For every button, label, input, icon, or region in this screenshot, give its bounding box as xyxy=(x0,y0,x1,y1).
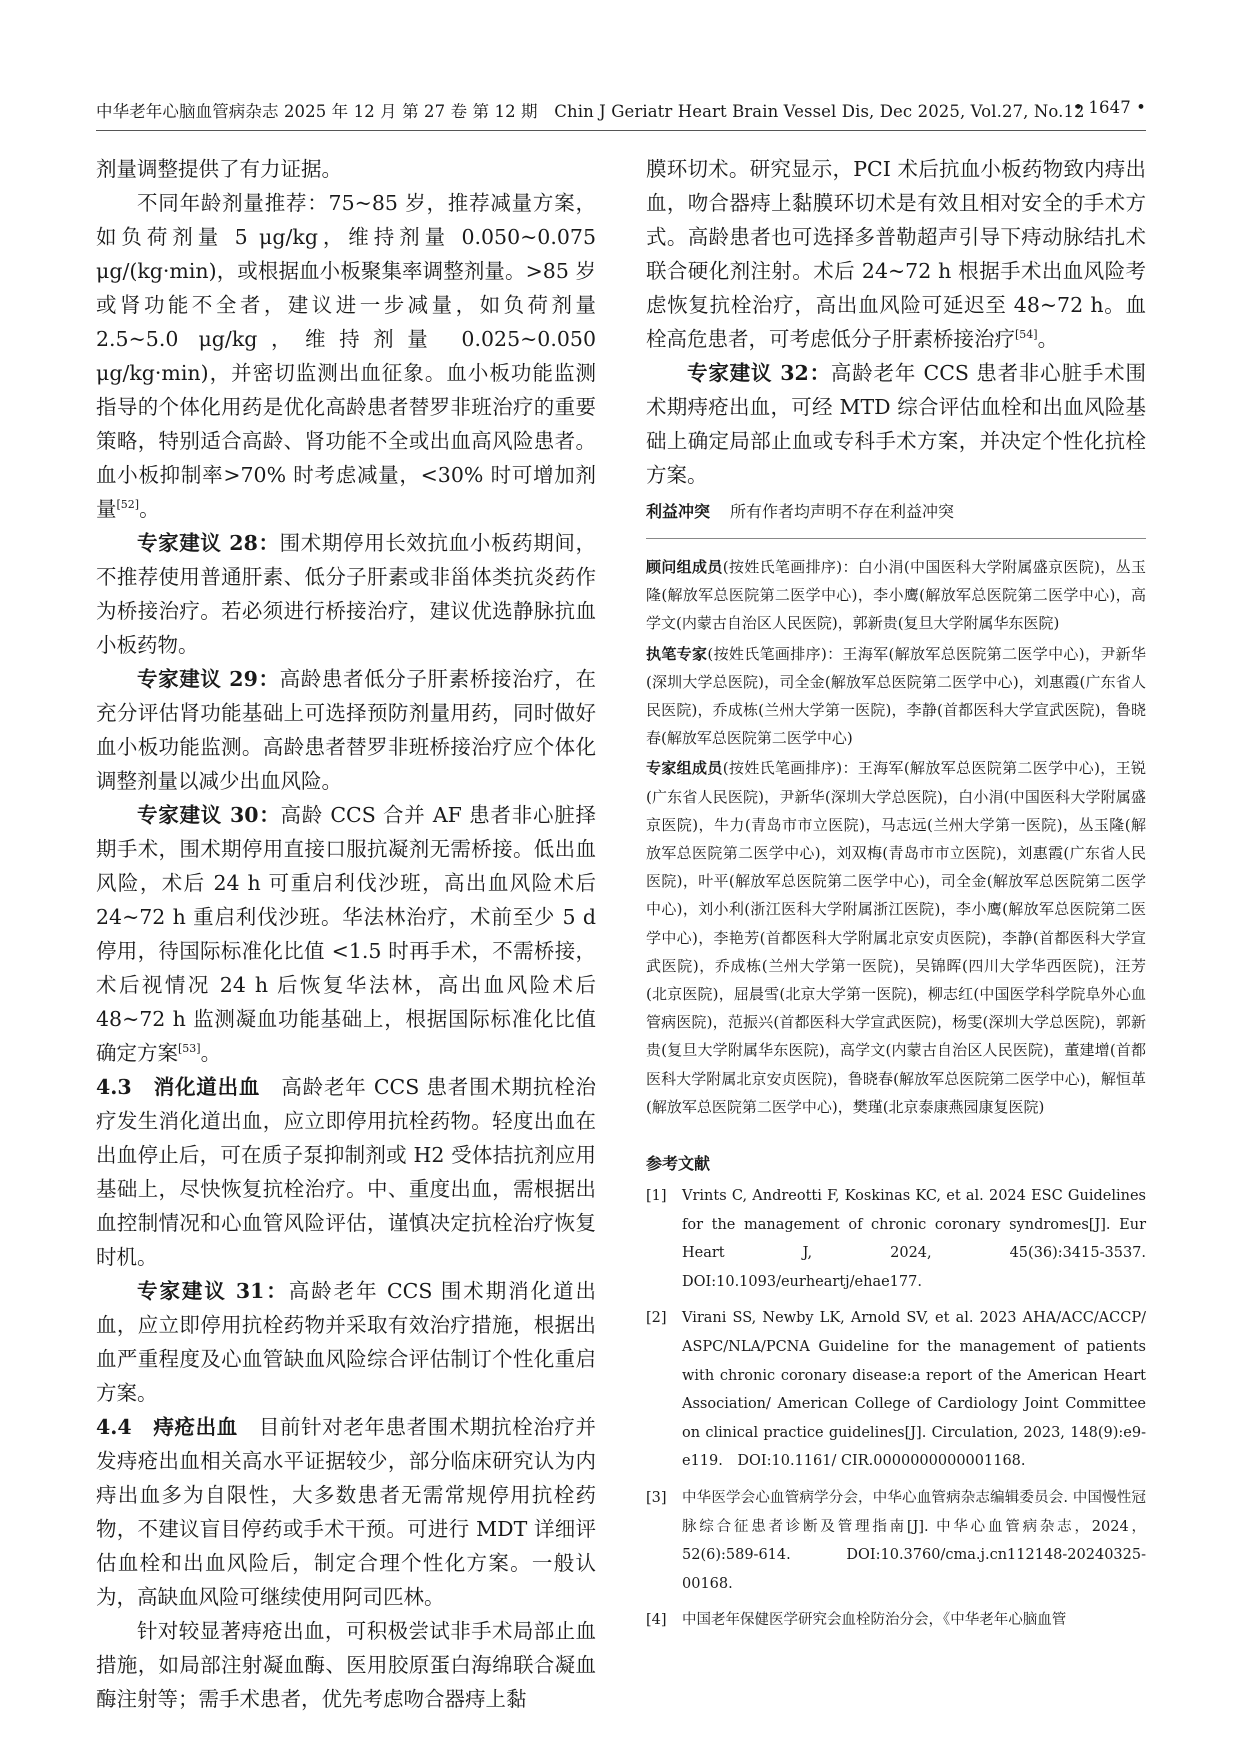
reference-item: [2] Virani SS, Newby LK, Arnold SV, et al. 2023 AHA/ACC/ACCP/ ASPC/NLA/PCNA Guideline for the management of patients with chronic coronary disease:a report of the American Heart Association/ American College of Cardiology Joint Committee on clinical practice guidelines[J]. Circulation, 2023, 148(9):e9-e119. DOI:10.1161/ CIR.0000000000001168. xyxy=(646,1310,1146,1470)
right-column xyxy=(646,152,1161,1643)
recommendation-label: 专家建议 32： xyxy=(687,361,831,385)
paragraph: 针对较显著痔疮出血，可积极尝试非手术局部止血措施，如局部注射凝血酶、医用胶原蛋白海绵联合凝血酶注射等；需手术患者，优先考虑吻合器痔上黏 xyxy=(96,1619,596,1711)
divider xyxy=(646,538,1146,539)
advisors-group: 顾问组成员(按姓氏笔画排序)：白小涓(中国医科大学附属盛京医院)，丛玉隆(解放军总医院第二医学中心)，李小鹰(解放军总医院第二医学中心)，高学文(内蒙古自治区人民医院)，郭新贵(复旦大学附属华东医院) xyxy=(646,558,1146,633)
recommendation-label: 专家建议 31： xyxy=(137,1279,289,1303)
page-number: • 1647 • xyxy=(1073,98,1146,117)
section-4-4: 4.4 痔疮出血 目前针对老年患者围术期抗栓治疗并发痔疮出血相关高水平证据较少，部分临床研究认为内痔出血多为自限性，大多数患者无需常规停用抗栓药物，不建议盲目停药或手术干预。可进行 MDT 详细评估血栓和出血风险后，制定合理个性化方案。一般认为，高缺血风险可继续使用阿司匹林。 xyxy=(96,1415,596,1609)
recommendation-label: 专家建议 28： xyxy=(137,531,280,555)
conflict-of-interest xyxy=(646,498,1146,526)
journal-title-cn: 中华老年心脑血管病杂志 2025 年 12 月 第 27 卷 第 12 期 xyxy=(96,102,538,121)
section-heading: 4.3 消化道出血 xyxy=(96,1075,282,1099)
journal-title-en: Chin J Geriatr Heart Brain Vessel Dis, Dec 2025, Vol.27, No.12 xyxy=(554,102,1085,121)
coi-label: 利益冲突 xyxy=(646,502,711,521)
header-divider xyxy=(96,130,1146,131)
paragraph: 膜环切术。研究显示，PCI 术后抗血小板药物致内痔出血，吻合器痔上黏膜环切术是有效且相对安全的手术方式。高龄患者也可选择多普勒超声引导下痔动脉结扎术联合硬化剂注射。术后 24~72 h 根据手术出血风险考虑恢复抗栓治疗，高出血风险可延迟至 48~72 h。血栓高危患者，可考虑低分子肝素桥接治疗[54]。 xyxy=(646,157,1146,351)
recommendation-29: 专家建议 29：高龄患者低分子肝素桥接治疗，在充分评估肾功能基础上可选择预防剂量用药，同时做好血小板功能监测。高龄患者替罗非班桥接治疗应个体化调整剂量以减少出血风险。 xyxy=(96,667,596,793)
journal-citation xyxy=(96,98,1085,122)
recommendation-32: 专家建议 32：高龄老年 CCS 患者非心脏手术围术期痔疮出血，可经 MTD 综合评估血栓和出血风险基础上确定局部止血或专科手术方案，并决定个性化抗栓方案。 xyxy=(646,361,1146,487)
recommendation-label: 专家建议 29： xyxy=(137,667,280,691)
recommendation-28: 专家建议 28：围术期停用长效抗血小板药期间，不推荐使用普通肝素、低分子肝素或非甾体类抗炎药作为桥接治疗。若必须进行桥接治疗，建议优选静脉抗血小板药物。 xyxy=(96,531,596,657)
coi-text: 所有作者均声明不存在利益冲突 xyxy=(730,502,955,521)
citation[interactable]: [54] xyxy=(1015,328,1038,342)
citation[interactable]: [53] xyxy=(178,1042,201,1056)
experts-group: 专家组成员(按姓氏笔画排序)：王海军(解放军总医院第二医学中心)，王锐(广东省人民医院)，尹新华(深圳大学总医院)，白小涓(中国医科大学附属盛京医院)，牛力(青岛市市立医院)，马志远(兰州大学第一医院)，丛玉隆(解放军总医院第二医学中心)，刘双梅(青岛市市立医院)，刘惠霞(广东省人民医院)，叶平(解放军总医院第二医学中心)，司全金(解放军总医院第二医学中心)，刘小利(浙江医科大学附属浙江医院)，李小鹰(解放军总医院第二医学中心)，李艳芳(首都医科大学附属北京安贞医院)，李静(首都医科大学宣武医院)，乔成栋(兰州大学第一医院)，吴锦晖(四川大学华西医院)，汪芳(北京医院)，屈晨雪(北京大学第一医院)，柳志红(中国医学科学院阜外心血管病医院)，范振兴(首都医科大学宣武医院)，杨雯(深圳大学总医院)，郭新贵(复旦大学附属华东医院)，高学文(内蒙古自治区人民医院)，董建增(首都医科大学附属北京安贞医院)，鲁晓春(解放军总医院第二医学中心)，解恒革(解放军总医院第二医学中心)，樊瑾(北京泰康燕园康复医院) xyxy=(646,759,1146,1116)
section-heading: 4.4 痔疮出血 xyxy=(96,1415,259,1439)
recommendation-31: 专家建议 31：高龄老年 CCS 围术期消化道出血，应立即停用抗栓药物并采取有效治疗措施，根据出血严重程度及心血管缺血风险综合评估制订个性化重启方案。 xyxy=(96,1279,596,1405)
recommendation-30: 专家建议 30：高龄 CCS 合并 AF 患者非心脏择期手术，围术期停用直接口服抗凝剂无需桥接。低出血风险，术后 24 h 可重启利伐沙班，高出血风险术后 24~72 h 重启利伐沙班。华法林治疗，术前至少 5 d 停用，待国际标准化比值 <1.5 时再手术，不需桥接，术后视情况 24 h 后恢复华法林，高出血风险术后 48~72 h 监测凝血功能基础上，根据国际标准化比值确定方案[53]。 xyxy=(96,803,596,1065)
paragraph: 剂量调整提供了有力证据。 xyxy=(96,157,342,181)
citation[interactable]: [52] xyxy=(116,498,140,512)
reference-item: [1] Vrints C, Andreotti F, Koskinas KC, et al. 2024 ESC Guidelines for the management of chronic coronary syndromes[J]. Eur Heart J, 2024, 45(36):3415-3537. DOI:10.1093/eurheartj/ehae177. xyxy=(646,1188,1161,1290)
paragraph-age-dosing: 不同年龄剂量推荐：75~85 岁，推荐减量方案，如负荷剂量 5 μg/kg，维持剂量 0.050~0.075 μg/(kg·min)，或根据血小板聚集率调整剂量。>85 岁或肾功能不全者，建议进一步减量，如负荷剂量 2.5~5.0 μg/kg，维持剂量 0.025~0.050 μg/kg·min)，并密切监测出血征象。血小板功能监测指导的个体化用药是优化高龄患者替罗非班治疗的重要策略，特别适合高龄、肾功能不全或出血高风险患者。血小板抑制率>70% 时考虑减量，<30% 时可增加剂量[52]。 xyxy=(96,191,596,521)
writers-group: 执笔专家(按姓氏笔画排序)：王海军(解放军总医院第二医学中心)，尹新华(深圳大学总医院)，司全金(解放军总医院第二医学中心)，刘惠霞(广东省人民医院)，乔成栋(兰州大学第一医院)，李静(首都医科大学宣武医院)，鲁晓春(解放军总医院第二医学中心) xyxy=(646,644,1146,748)
reference-item: [4] 中国老年保健医学研究会血栓防治分会，《中华老年心脑血管 xyxy=(646,1612,1067,1629)
left-column xyxy=(96,152,596,1716)
references-heading: 参考文献 xyxy=(646,1154,711,1174)
reference-list xyxy=(646,1182,1161,1635)
running-header xyxy=(96,98,1146,128)
reference-item: [3] 中华医学会心血管病学分会，中华心血管病杂志编辑委员会. 中国慢性冠脉综合征患者诊断及管理指南[J]. 中华心血管病杂志，2024，52(6):589-614. DOI:10.3760/cma.j.cn112148-20240325-00168. xyxy=(646,1490,1146,1592)
section-4-3: 4.3 消化道出血 高龄老年 CCS 患者围术期抗栓治疗发生消化道出血，应立即停用抗栓药物。轻度出血在出血停止后，可在质子泵抑制剂或 H2 受体拮抗剂应用基础上，尽快恢复抗栓治疗。中、重度出血，需根据出血控制情况和心血管风险评估，谨慎决定抗栓治疗恢复时机。 xyxy=(96,1075,596,1269)
recommendation-label: 专家建议 30： xyxy=(137,803,281,827)
